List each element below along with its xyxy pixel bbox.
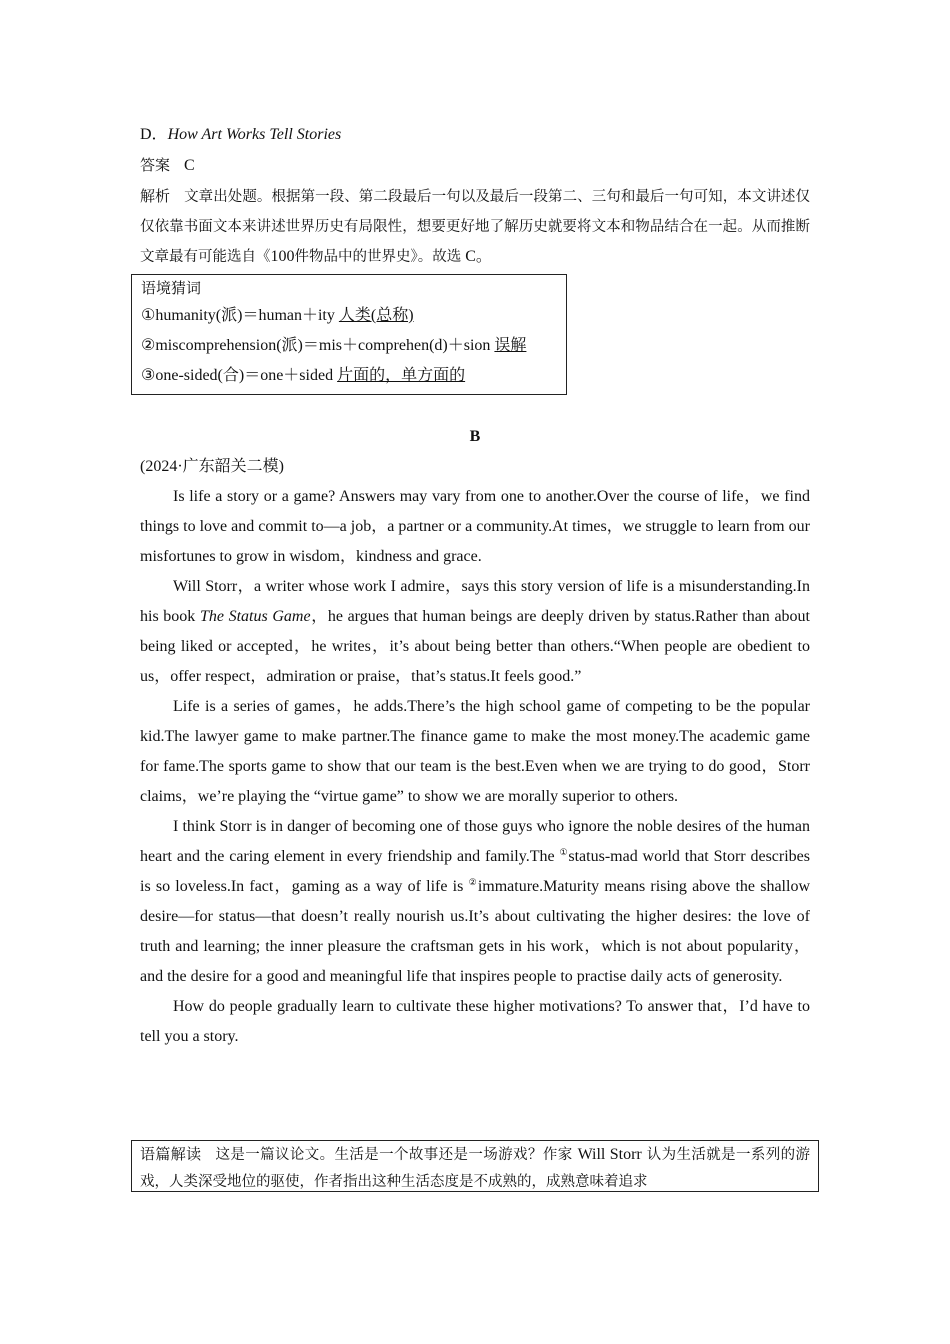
vocab-meaning: 片面的，单方面的 (337, 367, 466, 384)
passage-paragraph-5: How do people gradually learn to cultivate these higher motivations? To answer that，I’d have to tell you a story. (140, 998, 810, 1045)
reading-text-2: 认为生活就是一系列的游戏，人类深受地位的驱使，作者指出这种生活态度是不成熟的，成熟意味着追求 (140, 1147, 811, 1190)
marker-1: ① (559, 847, 569, 857)
analysis-text-1: 文章出处题。根据第一段、第二段最后一句以及最后一段第二、三句和最后一句可知，本文讲述仅仅依靠书面文本来讲述世界历史有局限性，想要更好地了解历史就要将文本和物品结合在一起。从而推断文章最有可能选自《 (140, 189, 810, 265)
p4-text: immature.Maturity means rising above the shallow desire—for status—that doesn’t really nourish us.It’s about cultivating the higher desires: the love of truth and learning; the inner pleasure the craftsman gets in his work，which is not about popularity，and the desire for a good and meaningful life that inspires people to practise daily acts of generosity. (140, 878, 810, 985)
vocab-box (131, 274, 567, 395)
answer-label: 答案 (140, 156, 171, 174)
passage-source: (2024·广东韶关二模) (140, 458, 284, 475)
passage-b (140, 422, 810, 1052)
passage-paragraph-4 (140, 812, 810, 992)
analysis-paragraph (140, 181, 810, 272)
p4-text: I think Storr is in danger of becoming one of those guys who ignore the noble desires of the human heart and the caring element in every friendship and family.The (140, 818, 810, 865)
vocab-word: ②miscomprehension(派)＝mis＋comprehen(d)＋sion (141, 337, 495, 354)
vocab-item (141, 361, 566, 391)
reading-name: Will Storr (577, 1146, 642, 1163)
section-letter: B (469, 428, 481, 445)
p2-text: Will Storr，a writer whose work I admire，says this story version of life is a misunderstanding.In his book (140, 578, 810, 625)
vocab-word: ③one-sided(合)＝one＋sided (141, 367, 338, 384)
analysis-text-2: 件物品中的世界史》。故选 (294, 249, 462, 265)
answer-line (140, 150, 810, 181)
answer-value: C (184, 157, 195, 174)
reading-text-1: 这是一篇议论文。生活是一个故事还是一场游戏？作家 (215, 1147, 578, 1163)
option-d-letter: D． (140, 126, 168, 143)
marker-2: ② (468, 877, 478, 887)
vocab-meaning: 误解 (494, 337, 527, 354)
vocab-heading: 语境猜词 (141, 279, 202, 297)
option-d-title: How Art Works Tell Stories (167, 126, 342, 143)
book-title: The Status Game (199, 608, 311, 625)
passage-paragraph-3: Life is a series of games，he adds.There’s the high school game of competing to be the popular kid.The lawyer game to make partner.The finance game to make the most money.The academic game for fame.The sports game to show that our team is the best.Even when we are trying to do good，Storr claims，we’re playing the “virtue game” to show we are morally superior to others. (140, 698, 810, 805)
vocab-word: ①humanity(派)＝human＋ity (141, 307, 339, 324)
p4-text: status-mad world that Storr describes is so loveless.In fact，gaming as a way of life is (140, 848, 811, 895)
passage-paragraph-1: Is life a story or a game? Answers may vary from one to another.Over the course of life，we find things to love and commit to—a job，a partner or a community.At times，we struggle to learn from our misfortunes to grow in wisdom，kindness and grace. (140, 488, 810, 565)
analysis-label: 解析 (140, 187, 171, 205)
analysis-num: 100 (270, 248, 295, 265)
analysis-letter: C。 (461, 248, 492, 265)
passage-paragraph-2 (140, 572, 810, 692)
question-block (140, 120, 810, 272)
p2-text: ，he argues that human beings are deeply driven by status.Rather than about being liked or accepted，he writes，it’s about being better than others.“When people are obedient to us，offer respect，admiration or praise，that’s status.It feels good.” (140, 608, 810, 685)
option-d (140, 120, 810, 150)
reading-label: 语篇解读 (140, 1145, 202, 1163)
reading-box (131, 1140, 819, 1192)
vocab-meaning: 人类(总称) (338, 307, 414, 324)
vocab-item (141, 331, 566, 361)
vocab-item (141, 301, 566, 331)
